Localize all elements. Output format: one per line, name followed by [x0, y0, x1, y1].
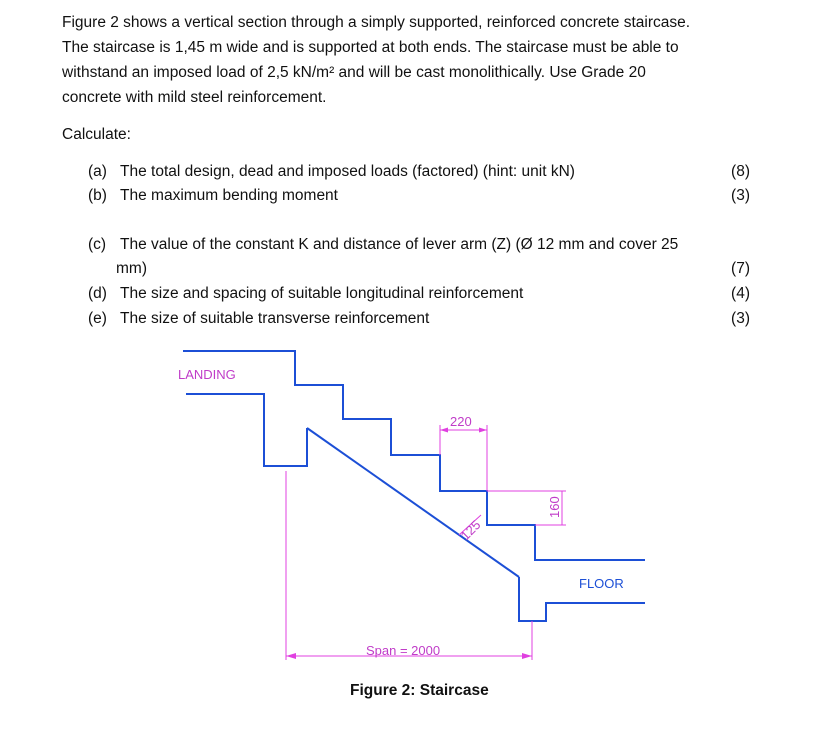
intro-line-1: Figure 2 shows a vertical section through a simply supported, reinforced concrete staircase.: [62, 14, 691, 31]
marks-c: (7): [731, 260, 750, 277]
calculate-heading: Calculate:: [62, 126, 131, 143]
intro-line-3: withstand an imposed load of 2,5 kN/m² and will be cast monolithically. Use Grade 20: [62, 64, 646, 81]
span-arrow-right: [522, 653, 532, 659]
landing-underside: [186, 394, 307, 466]
question-c: [88, 233, 678, 257]
floor-label: FLOOR: [579, 576, 624, 591]
staircase-outline: [183, 351, 645, 621]
tread-arrow-left: [440, 428, 448, 433]
marks-d: (4): [731, 285, 750, 302]
question-label: (a): [88, 163, 107, 180]
question-c-continuation: mm): [116, 260, 147, 277]
figure-caption: Figure 2: Staircase: [350, 682, 489, 699]
question-label: (b): [88, 187, 107, 204]
intro-line-2: The staircase is 1,45 m wide and is supported at both ends. The staircase must be able to: [62, 39, 679, 56]
stair-top-profile: [183, 351, 645, 560]
question-d: [88, 282, 523, 306]
landing-label: LANDING: [178, 367, 236, 382]
staircase-figure: [0, 330, 820, 670]
dimension-arrows: [286, 428, 532, 660]
question-e: [88, 307, 429, 331]
problem-statement: [62, 10, 762, 110]
tread-arrow-right: [479, 428, 487, 433]
question-text: The value of the constant K and distance of lever arm (Z) (Ø 12 mm and cover 25: [120, 236, 679, 253]
question-a: [88, 160, 575, 184]
question-label: (d): [88, 285, 107, 302]
waist-dimension: 125: [457, 517, 484, 544]
marks-a: (8): [731, 163, 750, 180]
marks-b: (3): [731, 187, 750, 204]
riser-dimension: 160: [547, 496, 562, 518]
dimension-lines: [286, 425, 566, 660]
question-label: (c): [88, 236, 107, 253]
question-label: (e): [88, 310, 107, 327]
intro-line-4: concrete with mild steel reinforcement.: [62, 89, 327, 106]
span-label: Span = 2000: [366, 643, 441, 658]
question-text: The size of suitable transverse reinforcement: [120, 310, 430, 327]
marks-e: (3): [731, 310, 750, 327]
question-text: The maximum bending moment: [120, 187, 338, 204]
question-text: The size and spacing of suitable longitudinal reinforcement: [120, 285, 524, 302]
question-b: [88, 184, 338, 208]
span-arrow-left: [286, 653, 296, 659]
question-text: The total design, dead and imposed loads (factored) (hint: unit kN): [120, 163, 575, 180]
tread-dimension: 220: [450, 414, 472, 429]
